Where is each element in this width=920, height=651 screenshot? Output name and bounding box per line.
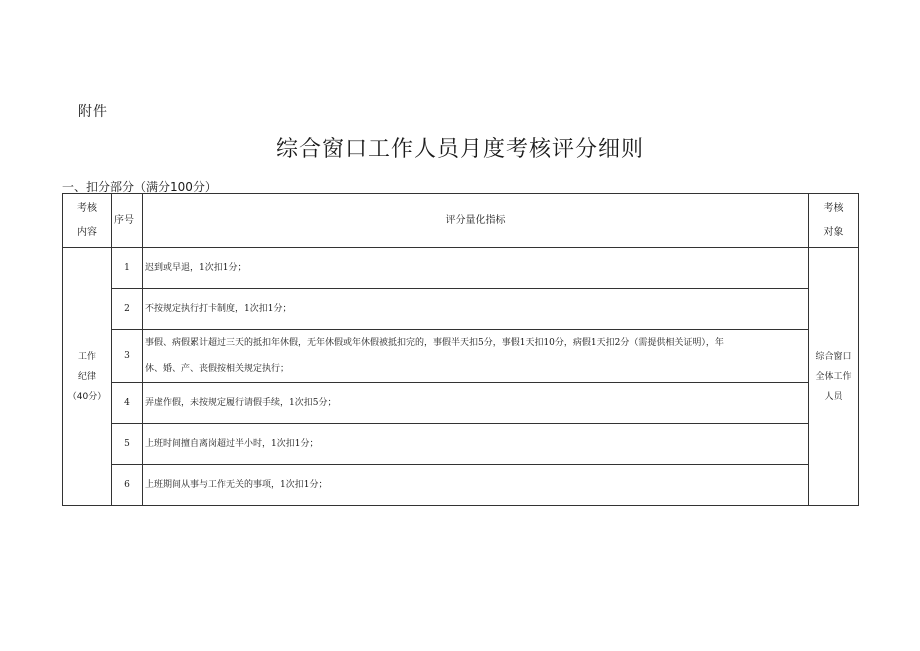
- row-indicator-line: 事假、病假累计超过三天的抵扣年休假，无年休假或年休假被抵扣完的，事假半天扣5分，事假1天扣10分，病假1天扣2分（需提供相关证明），年: [145, 338, 724, 348]
- table-row: [63, 424, 859, 465]
- row-indicator: 弄虚作假，未按规定履行请假手续，1次扣5分；: [143, 383, 809, 424]
- row-indicator: 上班时间擅自离岗超过半小时，1次扣1分；: [143, 424, 809, 465]
- target-line: 综合窗口: [815, 351, 852, 362]
- row-seq: 3: [112, 330, 143, 383]
- row-seq: 6: [112, 465, 143, 506]
- table-row: [63, 289, 859, 330]
- row-indicator: 不按规定执行打卡制度，1次扣1分；: [143, 289, 809, 330]
- header-target-line: 对象: [823, 226, 844, 238]
- row-indicator: [143, 330, 809, 383]
- row-indicator: 上班期间从事与工作无关的事项，1次扣1分；: [143, 465, 809, 506]
- row-indicator: 迟到或早退，1次扣1分；: [143, 248, 809, 289]
- table-row: [63, 383, 859, 424]
- table-row: [63, 330, 859, 383]
- target-line: 全体工作: [815, 371, 852, 382]
- table-row: [63, 248, 859, 289]
- table-header-row: [63, 194, 859, 248]
- attachment-label: 附件: [78, 104, 108, 120]
- scoring-table: [62, 193, 859, 506]
- category-line: 工作: [77, 351, 96, 362]
- document-title: 综合窗口工作人员月度考核评分细则: [275, 137, 644, 162]
- header-indicator: 评分量化指标: [143, 194, 809, 248]
- header-target: [809, 194, 859, 248]
- header-seq: 序号: [112, 194, 143, 248]
- category-cell: [63, 248, 112, 506]
- header-category-line: 考核: [77, 202, 97, 214]
- row-indicator-line: 休、婚、产、丧假按相关规定执行；: [145, 364, 290, 374]
- category-line: （40分）: [67, 391, 107, 402]
- category-line: 纪律: [77, 371, 96, 382]
- row-seq: 4: [112, 383, 143, 424]
- section-heading: 一、扣分部分（满分100分）: [62, 180, 217, 194]
- row-seq: 5: [112, 424, 143, 465]
- row-seq: 2: [112, 289, 143, 330]
- header-category-line: 内容: [77, 226, 97, 238]
- target-line: 人员: [824, 391, 843, 402]
- row-seq: 1: [112, 248, 143, 289]
- header-category: [63, 194, 112, 248]
- table-row: [63, 465, 859, 506]
- target-cell: [809, 248, 859, 506]
- header-target-line: 考核: [823, 202, 844, 214]
